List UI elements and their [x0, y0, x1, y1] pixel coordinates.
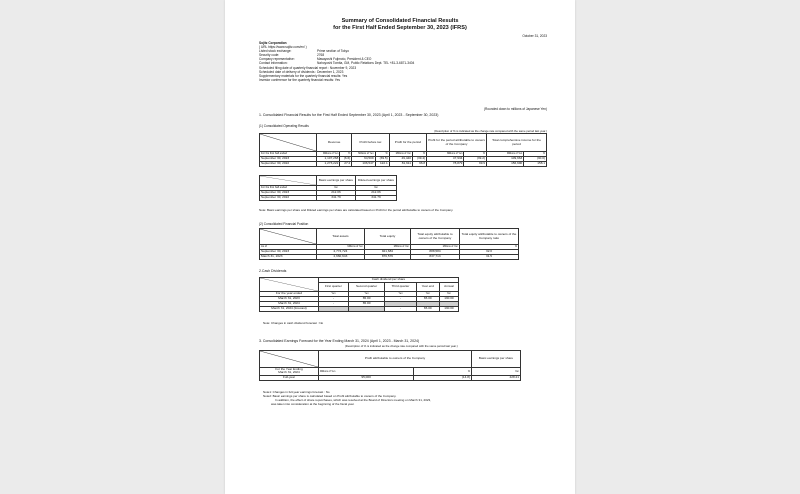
col-header: Year end	[416, 283, 439, 292]
row-header: As of	[260, 245, 317, 250]
value-cell: 212.06	[317, 191, 356, 196]
table-row	[260, 162, 547, 167]
value-cell: 49,440	[389, 157, 412, 162]
diagonal-header-cell	[260, 134, 317, 152]
value-cell: 31.5	[460, 255, 519, 260]
value-cell: -	[319, 297, 349, 302]
row-header: For the first half ended	[260, 152, 317, 157]
value-cell: 65.00	[416, 307, 439, 312]
unit-cell: Millions of Yen	[317, 152, 340, 157]
company-row: Security code: 2768	[259, 53, 325, 58]
row-label: Full-year	[260, 375, 319, 380]
value-cell: 106,547	[352, 162, 375, 167]
col-header: Profit before tax	[352, 134, 389, 152]
value-cell: 109,663	[487, 157, 524, 162]
value-cell: (39.4)	[413, 157, 427, 162]
unit-cell: %	[464, 152, 487, 157]
company-block	[259, 41, 414, 82]
eps-table	[259, 175, 397, 201]
company-row: Contact information: Nahoyoshi Tomita, GM, Public Relations Dept. TEL +81-3-6871-3404	[259, 61, 415, 66]
value-cell: 96.8	[413, 162, 427, 167]
value-cell: 921,684	[364, 250, 410, 255]
value-cell: 837,713	[411, 255, 460, 260]
col-header: First quarter	[319, 283, 349, 292]
row-label: September 30, 2023	[260, 191, 317, 196]
unit-cell: %	[524, 152, 547, 157]
value-cell: 65.00	[416, 297, 439, 302]
value-cell: (39.2)	[464, 157, 487, 162]
unit-cell: Millions of Yen	[317, 245, 365, 250]
unit-cell: %	[375, 152, 389, 157]
col-header: Second quarter	[348, 283, 385, 292]
unit-cell: Millions of Yen	[427, 152, 464, 157]
value-cell: -	[385, 297, 416, 302]
value-cell: 130.00	[439, 307, 458, 312]
unit-cell: Millions of Yen	[352, 152, 375, 157]
col-header: Diluted earnings per share	[355, 176, 396, 186]
unit-cell: Millions of Yen	[319, 368, 414, 376]
footnotes	[263, 390, 431, 406]
footnote: was taken into consideration at the beginning of the fiscal year.	[271, 402, 355, 406]
value-cell: 876,576	[364, 255, 410, 260]
value-cell: 428.21	[472, 375, 521, 380]
unit-cell: %	[340, 152, 352, 157]
company-line: Scheduled filing date of quarterly financial report : November 9, 2023	[259, 65, 357, 70]
operating-results-table	[259, 133, 547, 167]
value-cell: 130.00	[439, 297, 458, 302]
col-header: Total equity attributable to owners of the Company	[411, 229, 460, 245]
row-label: September 30, 2022	[260, 196, 317, 201]
doc-title-line1: Summary of Consolidated Financial Results	[341, 18, 459, 24]
value-cell: 2,774,724	[317, 250, 365, 255]
value-cell: -	[385, 307, 416, 312]
company-line: Investor conference for the quarterly financial results: Yes	[259, 77, 340, 82]
value-cell: 27.2	[340, 162, 352, 167]
value-cell: 156,690	[487, 162, 524, 167]
col-header: Basic earnings per share	[317, 176, 356, 186]
col-header: Third quarter	[385, 283, 416, 292]
row-header: For the Year Ending March 31, 2024	[260, 368, 319, 376]
table-row	[260, 196, 397, 201]
company-line: Supplementary materials for the quarterly financial results: Yes	[259, 73, 348, 78]
diagonal-header-cell	[260, 176, 317, 186]
section3-note: Note: Changes in cash dividend forecast : No	[263, 321, 324, 325]
section1-desc: (Description of % is indicated as the change rate compared with the same period last year.)	[434, 129, 547, 133]
section2-heading: (2) Consolidated Financial Position	[259, 222, 309, 226]
value-cell: 81,611	[389, 162, 412, 167]
unit-cell: Yen	[416, 292, 439, 297]
value-cell: 99.9	[464, 162, 487, 167]
value-cell: 122.1	[375, 162, 389, 167]
col-header: Profit for the period	[389, 134, 426, 152]
doc-date: October 31, 2023	[522, 34, 547, 38]
table-row	[260, 255, 519, 260]
value-cell: 64,509	[352, 157, 375, 162]
row-label: March 31, 2024 (forecast)	[260, 307, 319, 312]
value-cell: -	[319, 302, 349, 307]
section3-heading: 2.Cash Dividends	[259, 269, 287, 273]
col-header: Profit attributable to owners of the Company	[319, 351, 472, 368]
unit-cell: Yen	[439, 292, 458, 297]
value-cell: (39.5)	[375, 157, 389, 162]
value-cell: 32.0	[460, 250, 519, 255]
value-cell: 341.79	[355, 196, 396, 201]
row-header: For the year ended	[260, 292, 319, 297]
col-header: Basic earnings per share	[472, 351, 521, 368]
value-cell: 212.06	[355, 191, 396, 196]
value-cell: 65.00	[348, 302, 385, 307]
value-cell: (30.0)	[524, 157, 547, 162]
col-header: Total equity attributable to owners of the Company ratio	[460, 229, 519, 245]
unit-cell: Millions of Yen	[487, 152, 524, 157]
table-row	[260, 307, 459, 312]
row-label: September 30, 2023	[260, 157, 317, 162]
section1-sub: (1) Consolidated Operating Results	[259, 124, 309, 128]
dividends-table	[259, 277, 459, 312]
value-cell: 158.1	[524, 162, 547, 167]
diagonal-header-cell	[260, 351, 319, 368]
table-row	[260, 375, 521, 380]
unit-cell: Yen	[319, 292, 349, 297]
value-cell: 1,273,222	[317, 162, 340, 167]
col-header: Profit for the period attributable to owners of the Company	[427, 134, 487, 152]
col-header: Annual	[439, 283, 458, 292]
value-cell: 888,584	[411, 250, 460, 255]
row-label: September 30, 2023	[260, 250, 317, 255]
footnote: In addition, the effect of share repurchases, which was resolved at the Board of Directors meeting on March 31, 2023,	[275, 398, 432, 402]
forecast-table	[259, 350, 521, 381]
group-header: Cash dividend per share	[319, 278, 459, 283]
section1-heading: 1. Consolidated Financial Results for the First Half Ended September 30, 2023 (April 1, 2023 - September 30, 2023)	[259, 113, 439, 117]
value-cell: 1,107,268	[317, 157, 340, 162]
unit-cell: %	[413, 152, 427, 157]
footnote: Note1: Changes in full-year earnings forecast : No	[263, 390, 330, 394]
diagonal-header-cell	[260, 229, 317, 245]
value-cell: (14.8)	[414, 375, 472, 380]
section4-heading: 3. Consolidated Earnings Forecast for the Year Ending March 31, 2024 (April 1, 2023 - March 31, 2024)	[259, 339, 420, 343]
row-label: March 31, 2023	[260, 255, 317, 260]
value-cell: 95,000	[319, 375, 414, 380]
unit-cell: Yen	[472, 368, 521, 376]
doc-title-line2: for the First Half Ended September 30, 2023 (IFRS)	[333, 25, 467, 31]
row-label: September 30, 2022	[260, 162, 317, 167]
col-header: Total assets	[317, 229, 365, 245]
value-cell: 65.00	[348, 297, 385, 302]
document-page	[225, 0, 575, 494]
unit-cell: Millions of Yen	[364, 245, 410, 250]
diagonal-header-cell	[260, 278, 319, 292]
value-cell: 341.79	[317, 196, 356, 201]
section4-desc: (Description of % is indicated as the change rate compared with the same period last year.)	[345, 344, 458, 348]
unit-cell: Millions of Yen	[389, 152, 412, 157]
rounding-note: (Rounded down to millions of Japanese Yen)	[483, 107, 547, 111]
unit-cell: Yen	[317, 186, 356, 191]
unit-cell: %	[460, 245, 519, 250]
footnote: Note2: Basic earnings per share is calculated based on Profit attributable to owners of the Company.	[263, 394, 397, 398]
row-label: March 31, 2023	[260, 297, 319, 302]
company-line: Scheduled date of delivery of dividends : December 1, 2023	[259, 69, 344, 74]
unit-cell: Yen	[348, 292, 385, 297]
section1-note: Note: Basic earnings per share and Diluted earnings per share are calculated based on Profit for the period attributable to owners of the Company.	[259, 208, 454, 212]
col-header: Total comprehensive income for the period	[487, 134, 547, 152]
company-row: Listed stock exchange: Prime section of Tokyo	[259, 49, 350, 54]
row-header: For the first half ended	[260, 186, 317, 191]
financial-position-table	[259, 228, 519, 260]
unit-cell: %	[414, 368, 472, 376]
col-header: Revenue	[317, 134, 352, 152]
company-name: Sojitz Corporation	[259, 41, 287, 45]
row-label: March 31, 2024	[260, 302, 319, 307]
shaded-cell	[348, 307, 385, 312]
value-cell: 2,660,643	[317, 255, 365, 260]
col-header: Total equity	[364, 229, 410, 245]
unit-cell: Yen	[385, 292, 416, 297]
shaded-cell	[319, 307, 349, 312]
value-cell: (6.6)	[340, 157, 352, 162]
value-cell: 47,934	[427, 157, 464, 162]
unit-cell: Yen	[355, 186, 396, 191]
company-row: Company representative: Masayoshi Fujimoto, President & CEO	[259, 57, 372, 62]
value-cell: 78,879	[427, 162, 464, 167]
company-url: ( URL https://www.sojitz.com/en/ )	[259, 45, 307, 50]
unit-cell: Millions of Yen	[411, 245, 460, 250]
